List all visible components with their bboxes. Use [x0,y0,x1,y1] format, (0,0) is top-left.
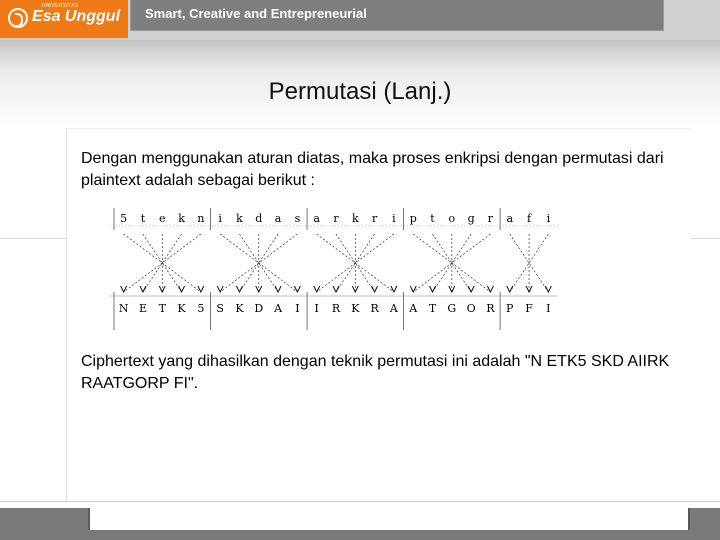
ciphertext-letter: I [314,302,319,315]
arrow-head-icon [372,286,378,292]
plaintext-letter: s [294,212,301,225]
ciphertext-letter: G [447,302,457,315]
ciphertext-letter: P [506,302,514,315]
ciphertext-letter: K [177,302,186,315]
plaintext-letter: i [218,212,222,225]
plaintext-letter: o [448,212,456,225]
ciphertext-letter: N [118,302,129,315]
header-bar [0,0,720,40]
plaintext-letter: e [159,212,166,225]
ciphertext-letter: I [295,302,300,315]
ciphertext-letter: A [389,302,398,315]
ciphertext-letter: T [428,302,437,315]
plaintext-letter: i [392,212,396,225]
footer-divider [0,501,720,502]
ciphertext-letter: T [158,302,166,315]
logo-text: Esa Unggul [32,8,121,25]
plaintext-letter: n [197,212,205,225]
ciphertext-letter: K [351,302,360,315]
intro-paragraph: Dengan menggunakan aturan diatas, maka proses enkripsi dengan permutasi dari plaintext adalah sebagai berikut : [81,150,664,189]
plaintext-letter: r [487,212,494,225]
arrow-head-icon [314,286,320,292]
university-logo[interactable] [0,0,128,38]
arrow-head-icon [236,286,242,292]
arrow-head-icon [179,286,185,292]
ciphertext-letter: R [486,302,495,315]
tagline: Smart, Creative and Entrepreneurial [145,6,367,21]
ciphertext-letter: D [254,302,264,315]
plaintext-letter: k [351,212,359,225]
arrow-head-icon [275,286,281,292]
plaintext-letter: r [371,212,378,225]
footer-panel [88,508,690,530]
arrow-head-icon [333,286,339,292]
arrow-head-icon [468,286,474,292]
tagline-bar [130,0,664,31]
slide-title: Permutasi (Lanj.) [268,78,452,105]
arrow-head-icon [545,286,551,292]
arrow-head-icon [198,286,204,292]
plaintext-letter: a [313,212,320,225]
arrow-head-icon [507,286,513,292]
ciphertext-letter: E [138,302,147,315]
arrow-head-icon [294,286,300,292]
plaintext-letter: r [333,212,339,225]
plaintext-letter: p [409,212,417,225]
ciphertext-letter: 5 [197,302,205,315]
ciphertext-letter: A [274,302,283,315]
plaintext-letter: i [546,212,551,225]
arrow-head-icon [121,286,127,292]
conclusion-paragraph: Ciphertext yang dihasilkan dengan teknik permutasi ini adalah "N ETK5 SKD AIIRK RAATGORP FI". [81,353,670,392]
ciphertext-letter: A [409,302,418,315]
arrow-head-icon [430,286,436,292]
plaintext-letter: g [467,212,475,225]
arrow-head-icon [391,286,397,292]
arrow-head-icon [217,286,223,292]
arrow-head-icon [410,286,416,292]
arrow-head-icon [140,286,146,292]
plaintext-letter: a [274,212,282,225]
plaintext-letter: 5 [120,212,128,225]
permutation-diagram [108,200,560,334]
ciphertext-letter: O [466,302,476,315]
plaintext-letter: t [430,212,435,225]
logo-emblem-icon [8,8,28,28]
divider-line [0,238,66,239]
plaintext-letter: k [178,212,185,225]
ciphertext-letter: R [370,302,379,315]
plaintext-letter: a [506,212,514,225]
plaintext-letter: f [527,212,532,225]
plaintext-letter: d [255,212,263,225]
logo-small-text: UNIVERSITAS [42,3,79,9]
ciphertext-letter: S [216,302,224,315]
plaintext-letter: t [140,212,146,225]
divider-line [690,238,720,239]
ciphertext-letter: K [235,302,244,315]
arrow-head-icon [487,286,493,292]
ciphertext-letter: R [331,302,341,315]
ciphertext-letter: F [525,302,533,315]
footer-bar [0,508,720,540]
plaintext-letter: k [236,212,243,225]
ciphertext-letter: I [546,302,551,315]
